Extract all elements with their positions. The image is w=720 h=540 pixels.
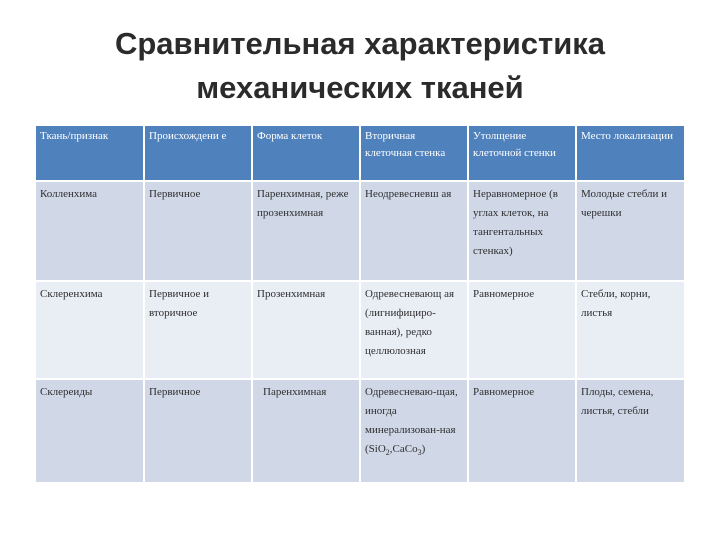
header-cell-secondary-wall: Вторичная клеточная стенка [360, 126, 468, 181]
table-header-row [36, 126, 684, 181]
cell-thickening: Равномерное [468, 281, 576, 379]
cell-location: Молодые стебли и черешки [576, 181, 684, 281]
formula-part: (SiO [365, 443, 386, 455]
slide-title-line-1: Сравнительная характеристика [114, 26, 606, 61]
cell-secondary-wall [360, 379, 468, 482]
secondary-wall-text: Одревесневаю-щая, иногда минерализован-ная [365, 386, 458, 436]
header-cell-tissue: Ткань/признак [36, 126, 144, 181]
formula-part: ,CaCo [389, 443, 418, 455]
cell-location: Стебли, корни, листья [576, 281, 684, 379]
slide-title [0, 22, 720, 110]
cell-cell-shape: Прозенхимная [252, 281, 360, 379]
header-cell-cell-shape: Форма клеток [252, 126, 360, 181]
comparison-table [36, 126, 684, 482]
formula-subscript: 3 [417, 448, 422, 458]
cell-cell-shape: Паренхимная [252, 379, 360, 482]
chemical-formula [365, 443, 426, 458]
formula-part: ) [421, 443, 426, 455]
header-cell-location: Место локализации [576, 126, 684, 181]
cell-origin: Первичное и вторичное [144, 281, 252, 379]
cell-secondary-wall: Одревесневающ ая (лигнифициро-ванная), редко целлюлозная [360, 281, 468, 379]
cell-origin: Первичное [144, 181, 252, 281]
table-row [36, 181, 684, 281]
table-row [36, 281, 684, 379]
cell-thickening: Равномерное [468, 379, 576, 482]
table-row [36, 379, 684, 482]
cell-cell-shape: Паренхимная, реже прозенхимная [252, 181, 360, 281]
header-cell-origin: Происхождени е [144, 126, 252, 181]
cell-tissue: Склеренхима [36, 281, 144, 379]
cell-location: Плоды, семена, листья, стебли [576, 379, 684, 482]
formula-subscript: 2 [385, 448, 390, 458]
slide-title-line-2: механических тканей [196, 70, 524, 105]
cell-origin: Первичное [144, 379, 252, 482]
cell-tissue: Колленхима [36, 181, 144, 281]
header-cell-thickening: Утолщение клеточной стенки [468, 126, 576, 181]
cell-thickening: Неравномерное (в углах клеток, на тангентальных стенках) [468, 181, 576, 281]
cell-tissue: Склереиды [36, 379, 144, 482]
cell-secondary-wall: Неодревесневш ая [360, 181, 468, 281]
